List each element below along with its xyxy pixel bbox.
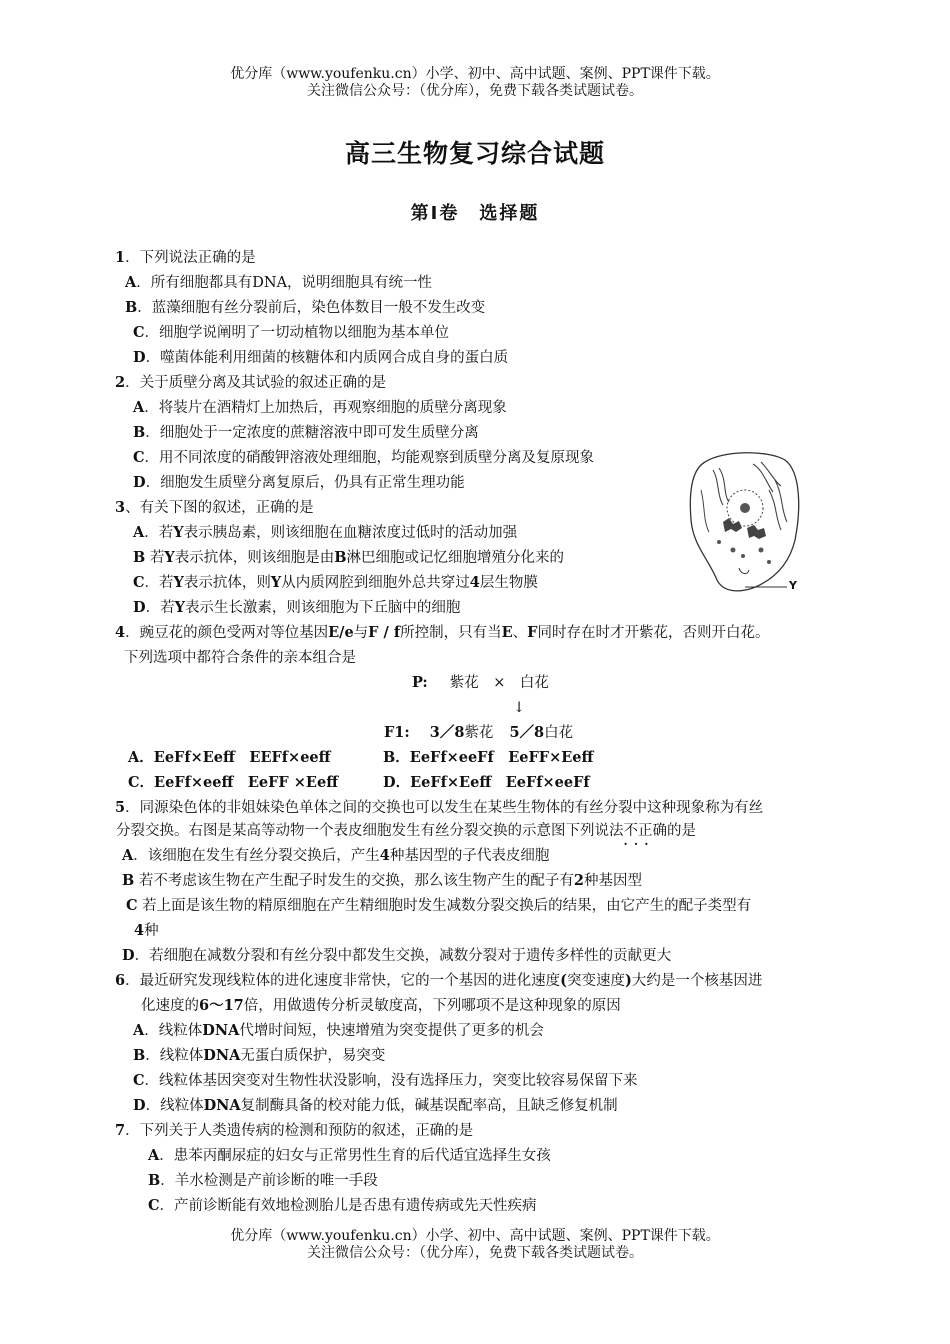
question-1-option-b: B．蓝藻细胞有丝分裂前后，染色体数目一般不发生改变 <box>125 299 486 316</box>
cross-arrow: ↓ <box>513 700 526 716</box>
question-3-option-c: C．若Y表示抗体，则Y从内质网腔到细胞外总共穿过4层生物膜 <box>133 574 538 591</box>
question-5-stem-line-2: 分裂交换。右图是某高等动物一个表皮细胞发生有丝分裂交换的示意图下列说法不正确 · · ·的是 <box>116 820 696 842</box>
question-6-option-c: C．线粒体基因突变对生物性状没影响，没有选择压力，突变比较容易保留下来 <box>133 1072 638 1089</box>
question-7-option-b: B．羊水检测是产前诊断的唯一手段 <box>148 1172 378 1189</box>
question-7-stem: 7．下列关于人类遗传病的检测和预防的叙述，正确的是 <box>115 1122 474 1139</box>
page-footer <box>0 1228 950 1262</box>
question-4-stem-line-2: 下列选项中都符合条件的亲本组合是 <box>124 650 356 666</box>
question-2-option-b: B．细胞处于一定浓度的蔗糖溶液中即可发生质壁分离 <box>133 424 479 441</box>
footer-line-1: 优分库（www.youfenku.cn）小学、初中、高中试题、案例、PPT课件下载。 <box>230 1228 720 1244</box>
footer-line-2: 关注微信公众号：（优分库），免费下载各类试题试卷。 <box>307 1245 643 1261</box>
question-1-stem: 1．下列说法正确的是 <box>115 249 256 266</box>
question-5-option-d: D．若细胞在减数分裂和有丝分裂中都发生交换，减数分裂对于遗传多样性的贡献更大 <box>122 947 672 964</box>
question-3-option-d: D．若Y表示生长激素，则该细胞为下丘脑中的细胞 <box>133 599 461 616</box>
question-6-stem: 6．最近研究发现线粒体的进化速度非常快，它的一个基因的进化速度(突变速度)大约是一个核基因进 <box>115 972 763 989</box>
question-2-option-a: A．将装片在酒精灯上加热后，再观察细胞的质壁分离现象 <box>133 399 507 416</box>
question-6-stem-line-2: 化速度的6～17倍，用做遗传分析灵敏度高，下列哪项不是这种现象的原因 <box>141 997 621 1014</box>
question-6-option-a: A．线粒体DNA代增时间短，快速增殖为突变提供了更多的机会 <box>133 1022 544 1039</box>
page-header <box>0 66 950 100</box>
question-5-option-c-line-2: 4种 <box>134 922 159 939</box>
question-3-option-a: A．若Y表示胰岛素，则该细胞在血糖浓度过低时的活动加强 <box>133 524 518 541</box>
question-6-option-d: D．线粒体DNA复制酶具备的校对能力低，碱基误配率高，且缺乏修复机制 <box>133 1097 618 1114</box>
question-4-option-b: B．EeFf×eeFf EeFF×Eeff <box>383 749 594 766</box>
question-1-option-a: A．所有细胞都具有DNA，说明细胞具有统一性 <box>125 274 433 291</box>
header-line-1: 优分库（www.youfenku.cn）小学、初中、高中试题、案例、PPT课件下载。 <box>230 66 720 82</box>
question-1-option-c: C．细胞学说阐明了一切动植物以细胞为基本单位 <box>133 324 450 341</box>
question-5-option-b: B 若不考虑该生物在产生配子时发生的交换，那么该生物产生的配子有2种基因型 <box>122 872 642 889</box>
question-5-stem: 5．同源染色体的非姐妹染色单体之间的交换也可以发生在某些生物体的有丝分裂中这种现象称为有丝 <box>115 799 764 816</box>
question-5-option-c: C 若上面是该生物的精原细胞在产生精细胞时发生减数分裂交换后的结果，由它产生的配子类型有 <box>126 897 752 914</box>
question-2-stem: 2．关于质壁分离及其试验的叙述正确的是 <box>115 374 387 391</box>
question-5-option-a: A．该细胞在发生有丝分裂交换后，产生4种基因型的子代表皮细胞 <box>122 847 550 864</box>
page-title: 高三生物复习综合试题 <box>344 139 605 168</box>
figure-label-y: Y <box>789 579 797 592</box>
question-7-option-a: A．患苯丙酮尿症的妇女与正常男性生育的后代适宜选择生女孩 <box>148 1147 551 1164</box>
question-2-option-c: C．用不同浓度的硝酸钾溶液处理细胞，均能观察到质壁分离及复原现象 <box>133 449 595 466</box>
emphasis-dots: 不正确 · · · <box>624 820 668 842</box>
question-2-option-d: D．细胞发生质壁分离复原后，仍具有正常生理功能 <box>133 474 465 491</box>
question-7-option-c: C．产前诊断能有效地检测胎儿是否患有遗传病或先天性疾病 <box>148 1197 537 1214</box>
question-3-option-b: B 若Y表示抗体，则该细胞是由B淋巴细胞或记忆细胞增殖分化来的 <box>133 549 564 566</box>
question-6-option-b: B．线粒体DNA无蛋白质保护，易突变 <box>133 1047 386 1064</box>
cell-diagram <box>683 450 803 600</box>
cell-diagram-drawing <box>683 450 803 600</box>
question-4-option-c: C．EeFf×eeff EeFF ×Eeff <box>128 774 339 791</box>
cross-parents: P: 紫花 × 白花 <box>412 674 549 691</box>
question-4-option-a: A．EeFf×Eeff EEFf×eeff <box>128 749 331 766</box>
question-4-stem: 4．豌豆花的颜色受两对等位基因E/e与F / f所控制，只有当E、F同时存在时才开紫花，否则开白花。 <box>115 624 770 641</box>
cross-f1: F1: 3／8紫花 5／8白花 <box>384 724 574 741</box>
header-line-2: 关注微信公众号：（优分库），免费下载各类试题试卷。 <box>307 83 643 99</box>
question-4-option-d: D．EeFf×Eeff EeFf×eeFf <box>383 774 590 791</box>
question-3-stem: 3、有关下图的叙述，正确的是 <box>115 499 314 516</box>
question-1-option-d: D．噬菌体能利用细菌的核糖体和内质网合成自身的蛋白质 <box>133 349 509 366</box>
section-title: 第Ⅰ卷 选择题 <box>410 203 540 224</box>
